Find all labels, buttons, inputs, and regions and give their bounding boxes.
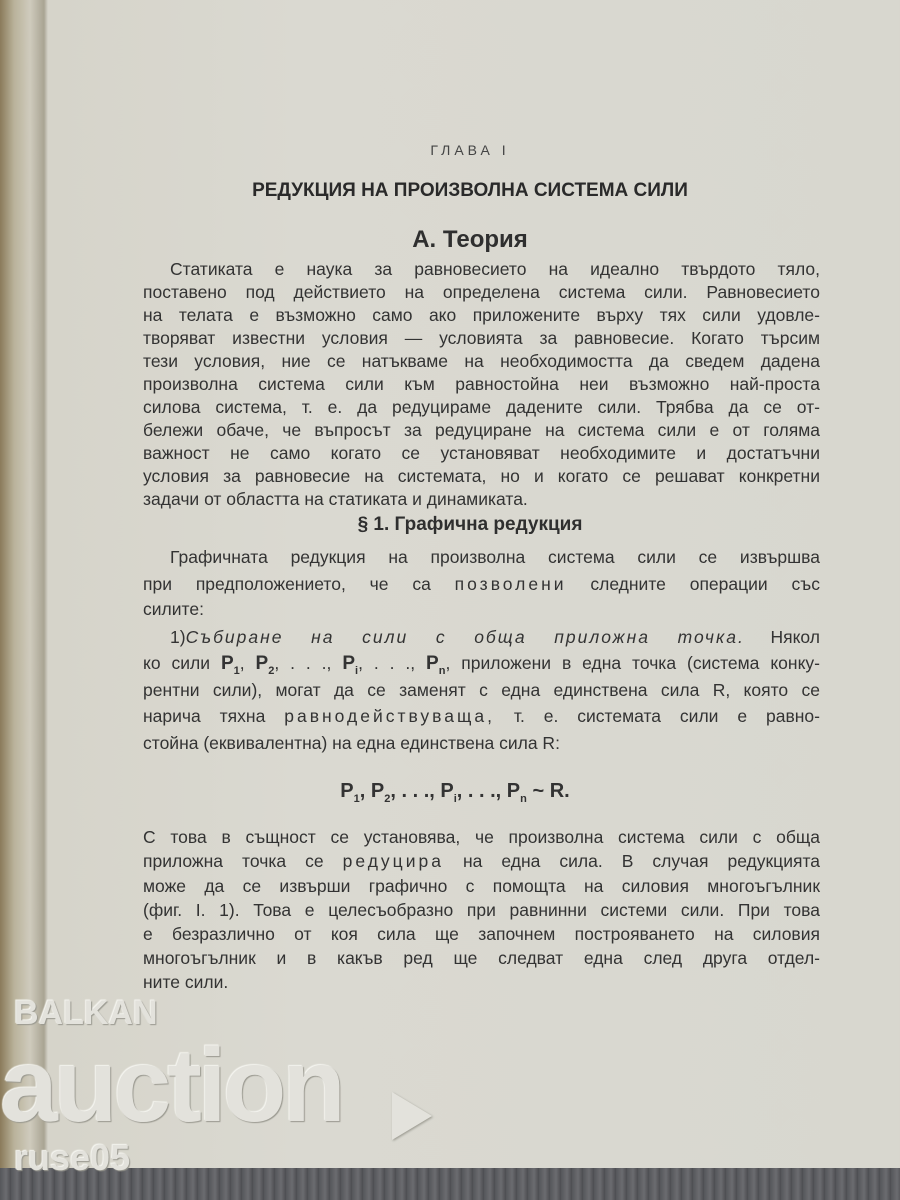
item-title: Събиране на сили с обща приложна точка. bbox=[185, 627, 745, 647]
text-line: на телата е възможно само ако приложените върху тях сили удовле- bbox=[143, 305, 820, 325]
text-line: (фиг. I. 1). Това е целесъобразно при равнинни системи сили. При това bbox=[143, 900, 820, 920]
text-line: силова система, т. е. да редуцираме дадените сили. Трябва да се от- bbox=[143, 397, 820, 417]
equation: $P_1$, $P_2$, . . ., $P_i$, . . ., $P_n$ ~ R. bbox=[340, 780, 570, 805]
watermark-user: ruse05 bbox=[14, 1137, 131, 1178]
section-a-heading: А. Теория bbox=[412, 226, 528, 253]
section-1-heading: § 1. Графична редукция bbox=[357, 514, 583, 535]
text: ко сили bbox=[143, 653, 211, 673]
text-line: С това в същност се установява, че произволна система сили с обща bbox=[143, 827, 820, 847]
text-line: произволна система сили към равностойна нeи възможно най-проста bbox=[143, 374, 820, 394]
text-line: рентни сили), могат да се заменят с една единствена сила R, която се bbox=[143, 680, 820, 700]
play-icon bbox=[392, 1092, 432, 1140]
text-line: условия за равновесие на системата, но и когато се решават конкретни bbox=[143, 466, 820, 486]
chapter-title: РЕДУКЦИЯ НА ПРОИЗВОЛНА СИСТЕМА СИЛИ bbox=[252, 180, 688, 201]
text-line: ните сили. bbox=[143, 972, 229, 992]
force-p2: $P_2$ bbox=[255, 653, 275, 677]
text-line bbox=[143, 573, 820, 595]
text-line: поставено под действието на определена система сили. Равновесието bbox=[143, 282, 820, 302]
text-line: бележи обаче, че въпросът за редуциране на система сили е от голяма bbox=[143, 420, 820, 440]
text: при предположението, че са bbox=[143, 574, 431, 594]
text-line bbox=[143, 850, 820, 872]
text: нарича тяхна bbox=[143, 706, 266, 726]
text-line: тези условия, ние се натъкваме на необходимостта да сведем дадена bbox=[143, 351, 820, 371]
text-line: Графичната редукция на произволна система сили се извършва bbox=[170, 547, 820, 567]
force-pi: $P_i$ bbox=[342, 653, 359, 677]
spaced-text: редуцира bbox=[342, 851, 444, 871]
text: приложна точка се bbox=[143, 851, 324, 871]
text-line bbox=[143, 705, 820, 727]
table-surface bbox=[0, 1168, 900, 1200]
chapter-label: ГЛАВА I bbox=[430, 142, 510, 158]
text-line: важност не само когато се установяват необходимите и достатъчни bbox=[143, 443, 820, 463]
text: т. е. системата сили е равно- bbox=[513, 706, 820, 726]
force-p1: $P_1$ bbox=[220, 653, 240, 677]
text-line: силите: bbox=[143, 599, 204, 619]
text-line: ко сили $P_1$, $P_2$, . . ., $P_i$, . . ., $P_n$, приложени в една точка (система конку- bbox=[143, 653, 821, 677]
spaced-text: равнодействуваща, bbox=[284, 706, 495, 726]
spaced-text: позволени bbox=[454, 574, 567, 594]
text: следните операции със bbox=[590, 574, 820, 594]
watermark-balkan: BALKAN bbox=[14, 994, 158, 1032]
item-number: 1) bbox=[170, 627, 186, 647]
list-item-1 bbox=[170, 626, 820, 648]
force-pn: $P_n$ bbox=[426, 653, 446, 677]
text-line: може да се извърши графично с помощта на силовия многоъгълник bbox=[143, 876, 820, 896]
text: на една сила. В случая редукцията bbox=[462, 851, 820, 871]
text-line: творяват известни условия — условията за равновесие. Когато търсим bbox=[143, 328, 820, 348]
text-line: е безразлично от коя сила ще започнем построяването на силовия bbox=[143, 924, 820, 944]
text: приложени в една точка (система конку- bbox=[461, 653, 821, 673]
text-line: стойна (еквивалентна) на една единствена сила R: bbox=[143, 733, 560, 753]
text-line: Статиката е наука за равновесието на идеално твърдото тяло, bbox=[170, 259, 820, 279]
text: Някол bbox=[770, 627, 820, 647]
watermark-auction: auction bbox=[0, 1028, 342, 1144]
text-line: задачи от областта на статиката и динамиката. bbox=[143, 489, 528, 509]
text-line: многоъгълник и в какъв ред ще следват една след друга отдел- bbox=[143, 948, 820, 968]
